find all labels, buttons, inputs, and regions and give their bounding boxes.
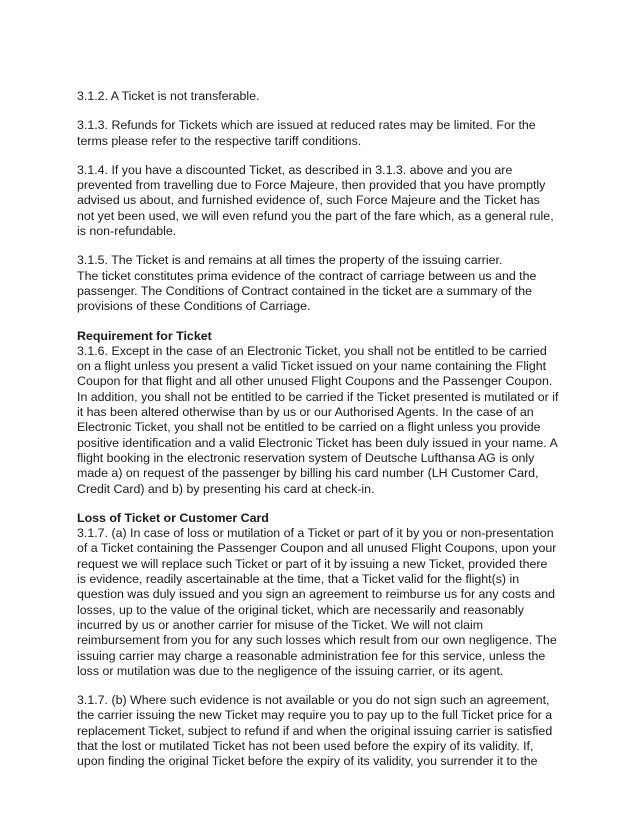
- text-line: upon finding the original Ticket before the expiry of its validity, you surrender it to the: [77, 754, 538, 769]
- paragraph-3-1-2: [77, 89, 561, 104]
- document-page: [77, 89, 561, 784]
- text-line: positive identification and a valid Electronic Ticket has been duly issued in your name. A: [77, 435, 558, 450]
- text-line: of a Ticket containing the Passenger Coupon and all unused Flight Coupons, upon your: [77, 541, 557, 556]
- text-line: The ticket constitutes prima evidence of the contract of carriage between us and the: [77, 268, 537, 283]
- section-heading-requirement-for-ticket: Requirement for Ticket: [77, 328, 212, 343]
- text-line: is evidence, readily ascertainable at the time, that a Ticket valid for the flight(s) in: [77, 572, 520, 587]
- text-line: 3.1.4. If you have a discounted Ticket, as described in 3.1.3. above and you are: [77, 162, 513, 177]
- text-line: on a flight unless you present a valid Ticket issued on your name containing the Flight: [77, 359, 547, 374]
- text-line: made a) on request of the passenger by billing his card number (LH Customer Card,: [77, 466, 539, 481]
- text-line: Credit Card) and b) by presenting his card at check-in.: [77, 481, 375, 496]
- paragraph-3-1-3: [77, 118, 561, 149]
- paragraph-3-1-7-a: [77, 511, 561, 679]
- text-line: 3.1.5. The Ticket is and remains at all times the property of the issuing carrier.: [77, 253, 503, 268]
- text-line: Coupon for that flight and all other unused Flight Coupons and the Passenger Coupon.: [77, 374, 553, 389]
- text-line: it has been altered otherwise than by us or our Authorised Agents. In the case of an: [77, 405, 534, 420]
- text-line: prevented from travelling due to Force Majeure, then provided that you have promptly: [77, 178, 546, 193]
- text-line: 3.1.7. (a) In case of loss or mutilation of a Ticket or part of it by you or non-presentation: [77, 526, 554, 541]
- paragraph-3-1-4: [77, 163, 561, 239]
- text-line: advised us about, and furnished evidence of, such Force Majeure and the Ticket has: [77, 193, 540, 208]
- section-heading-loss-of-ticket: Loss of Ticket or Customer Card: [77, 510, 269, 525]
- text-line: terms please refer to the respective tariff conditions.: [77, 133, 362, 148]
- text-line: reimbursement from you for any such losses which result from our own negligence. The: [77, 633, 557, 648]
- text-line: flight booking in the electronic reservation system of Deutsche Lufthansa AG is only: [77, 450, 535, 465]
- text-line: replacement Ticket, subject to refund if and when the original issuing carrier is satisfied: [77, 723, 553, 738]
- text-line: passenger. The Conditions of Contract contained in the ticket are a summary of the: [77, 283, 533, 298]
- text-line: 3.1.2. A Ticket is not transferable.: [77, 89, 260, 103]
- paragraph-3-1-5: [77, 253, 561, 314]
- paragraph-3-1-7-b: [77, 693, 561, 769]
- text-line: loss or mutilation was due to the negligence of the issuing carrier, or its agent.: [77, 663, 504, 678]
- text-line: losses, up to the value of the original ticket, which are necessarily and reasonably: [77, 602, 525, 617]
- text-line: provisions of these Conditions of Carriage.: [77, 299, 311, 314]
- text-line: request we will replace such Ticket or part of it by issuing a new Ticket, provided there: [77, 556, 548, 571]
- text-line: 3.1.7. (b) Where such evidence is not available or you do not sign such an agreement,: [77, 693, 550, 708]
- text-line: issuing carrier may charge a reasonable administration fee for this service, unless the: [77, 648, 546, 663]
- text-line: that the lost or mutilated Ticket has not been used before the expiry of its validity. If,: [77, 738, 534, 753]
- text-line: 3.1.3. Refunds for Tickets which are issued at reduced rates may be limited. For the: [77, 118, 536, 133]
- text-line: is non-refundable.: [77, 224, 177, 239]
- text-line: the carrier issuing the new Ticket may require you to pay up to the full Ticket price for a: [77, 708, 553, 723]
- text-line: In addition, you shall not be entitled to be carried if the Ticket presented is mutilated or if: [77, 389, 559, 404]
- text-line: incurred by us or another carrier for misuse of the Ticket. We will not claim: [77, 617, 484, 632]
- text-line: 3.1.6. Except in the case of an Electronic Ticket, you shall not be entitled to be carried: [77, 343, 547, 358]
- text-line: question was duly issued and you sign an agreement to reimburse us for any costs and: [77, 587, 556, 602]
- paragraph-3-1-6: [77, 329, 561, 497]
- text-line: not yet been used, we will even refund you the part of the fare which, as a general rule,: [77, 208, 554, 223]
- text-line: Electronic Ticket, you shall not be entitled to be carried on a flight unless you provide: [77, 420, 541, 435]
